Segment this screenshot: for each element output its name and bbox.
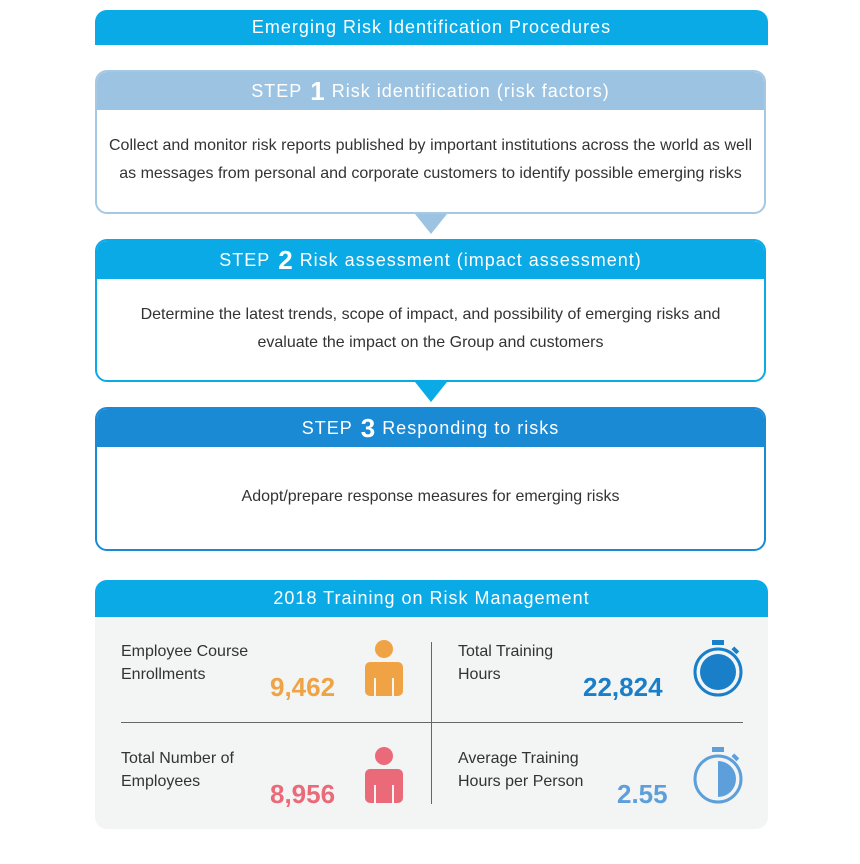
step-2-body [97, 279, 764, 379]
divider-horizontal [121, 722, 743, 723]
step-3-prefix: STEP [301, 417, 353, 438]
stat-average-label: Average Training Hours per Person [458, 750, 584, 790]
divider-vertical [431, 642, 432, 804]
person-icon [361, 638, 407, 698]
step-2-text: Determine the latest trends, scope of impact, and possibility of emerging risks and evaluate the impact on the Group and customers [140, 306, 721, 351]
down-arrow-icon [415, 214, 447, 234]
step-3-body [97, 447, 764, 547]
step-1-title: Risk identification (risk factors) [331, 80, 610, 101]
step-1-header [97, 72, 764, 110]
training-title: 2018 Training on Risk Management [273, 588, 590, 608]
step-2-prefix: STEP [219, 249, 271, 270]
stopwatch-icon [692, 745, 744, 805]
stat-employees-value: 8,956 [270, 779, 336, 809]
training-header [95, 580, 768, 617]
step-2-title: Risk assessment (impact assessment) [299, 249, 642, 270]
step-1-number: 1 [310, 75, 326, 106]
procedures-banner [95, 10, 768, 45]
step-3-number: 3 [360, 412, 377, 443]
stopwatch-icon [692, 638, 744, 698]
training-panel [95, 580, 768, 829]
procedures-title: Emerging Risk Identification Procedures [251, 17, 612, 37]
stat-hours-label: Total Training Hours [458, 643, 554, 683]
step-3-title: Responding to risks [382, 417, 560, 438]
step-1-body [97, 110, 764, 210]
step-3-card [95, 407, 766, 551]
stat-enrollments-value: 9,462 [270, 672, 336, 702]
step-2-number: 2 [278, 244, 294, 275]
step-1-text: Collect and monitor risk reports published by important institutions across the world as well as messages from personal and corporate customers to identify possible emerging risks [109, 137, 752, 182]
step-1-card [95, 70, 766, 214]
stat-hours-value: 22,824 [583, 672, 663, 702]
stat-average-value: 2.55 [617, 779, 668, 809]
stat-enrollments-label: Employee Course Enrollments [121, 643, 249, 683]
step-3-text: Adopt/prepare response measures for emerging risks [241, 488, 620, 505]
down-arrow-icon [415, 382, 447, 402]
stat-employees-label: Total Number of Employees [121, 750, 234, 790]
step-2-header [97, 241, 764, 279]
step-3-header [97, 409, 764, 447]
person-icon [361, 745, 407, 805]
step-1-prefix: STEP [251, 80, 303, 101]
step-2-card [95, 239, 766, 382]
